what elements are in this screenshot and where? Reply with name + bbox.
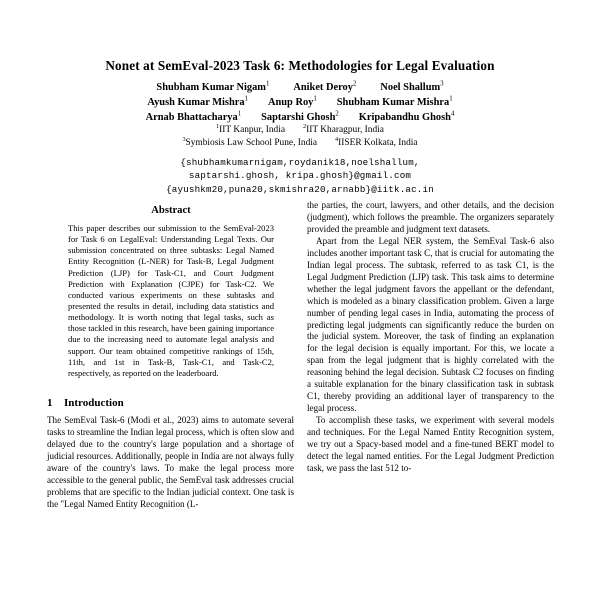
author xyxy=(268,95,317,110)
author xyxy=(380,80,443,95)
email-block xyxy=(46,156,554,196)
right-column xyxy=(307,200,554,475)
author-affiliation-marker: 1 xyxy=(265,80,270,88)
author-row xyxy=(46,110,554,125)
paragraph: Apart from the Legal NER system, the SemEval Task-6 also includes another important task C, that is crucial for automating the Indian legal process. The subtask, referred to as task C1, is the Legal Judgment Prediction (LJP) task. This task aims to determine whether the legal judgment favors the appellant or the defendant, which is modeled as a binary classification problem. Given a large number of pending legal cases in India, automating the process of predicting legal judgments can significantly reduce the burden on the judicial system. Moreover, the task of finding an explanation for the legal decision is equally important. For this, we locate a span from the legal judgment that is highly correlated with the reasoning behind the legal decision. Subtask C2 focuses on finding a suitable explanation for the binary classification task in subtask C1, thereby providing an additional layer of transparency to the legal process. xyxy=(307,235,554,414)
paragraph: To accomplish these tasks, we experiment with several models and techniques. For the Legal Named Entity Recognition system, we try out a Spacy-based model and a fine-tuned BERT model to detect the legal named entities. For the Legal Judgment Prediction task, we pass the last 512 to- xyxy=(307,415,554,473)
author-name: Anup Roy xyxy=(268,97,314,109)
author-affiliation-marker: 2 xyxy=(335,110,339,118)
author-affiliation-marker: 1 xyxy=(244,95,248,103)
author-affiliation-marker: 4 xyxy=(450,110,455,118)
author-affiliation-marker: 3 xyxy=(440,80,444,88)
author-name: Kripabandhu Ghosh xyxy=(358,112,451,124)
left-column xyxy=(47,200,294,511)
author-name: Ayush Kumar Mishra xyxy=(147,97,245,109)
author-row xyxy=(46,95,554,110)
email-line: {ayushkm20,puna20,skmishra20,arnabb}@iitk.ac.in xyxy=(166,183,434,195)
affiliation-text: Symbiosis Law School Pune, India xyxy=(185,138,318,149)
affiliation-marker: 4 xyxy=(335,136,339,144)
author xyxy=(147,95,248,110)
abstract-block xyxy=(68,205,274,379)
affiliation-marker: 2 xyxy=(303,122,307,130)
author-affiliation-marker: 1 xyxy=(313,95,317,103)
author xyxy=(261,110,339,125)
author xyxy=(146,110,242,125)
email-line: {shubhamkumarnigam,roydanik18,noelshallum, xyxy=(180,157,420,168)
author-affiliation-marker: 1 xyxy=(449,95,453,103)
affiliation-marker: 1 xyxy=(216,122,220,130)
paragraph: the parties, the court, lawyers, and other details, and the decision (judgment), which follows the preamble. The organizers separately provided the preamble and judgment text datasets. xyxy=(307,200,554,234)
author-name: Noel Shallum xyxy=(380,82,441,93)
section-title: Introduction xyxy=(64,396,124,409)
author-name: Shubham Kumar Mishra xyxy=(336,97,450,109)
section-heading-introduction xyxy=(47,397,294,409)
author-name: Arnab Bhattacharya xyxy=(145,112,238,124)
affiliation-text: IISER Kolkata, India xyxy=(338,138,418,149)
abstract-heading: Abstract xyxy=(151,205,191,216)
author xyxy=(337,95,453,110)
abstract-paragraph: This paper describes our submission to the SemEval-2023 for Task 6 on LegalEval: Understanding Legal Texts. Our submission concentrated on three subtasks: Legal Named Entity Recognition (L-NER) for Task-B, Legal Judgment Prediction (LJP) for Task-C1, and Court Judgment Prediction with Explanation (CJPE) for Task-C2. We conducted various experiments on these subtasks and presented the results in detail, including data statistics and methodology. It is worth noting that legal tasks, such as those tackled in this research, have been gaining importance due to the increasing need to automate legal analysis and support. Our team obtained competitive rankings of 15th, 11th, and 1st in Task-B, Task-C1, and Task-C2, respectively, as reported on the leaderboard. xyxy=(68,223,274,378)
affiliation-list xyxy=(46,124,554,151)
affiliation-text: IIT Kanpur, India xyxy=(219,125,286,135)
author-name: Aniket Deroy xyxy=(293,82,353,93)
author-affiliation-marker: 1 xyxy=(237,110,242,118)
affiliation-row xyxy=(46,124,554,137)
page-title: Nonet at SemEval-2023 Task 6: Methodologies for Legal Evaluation xyxy=(105,58,495,73)
paragraph: The SemEval Task-6 (Modi et al., 2023) aims to automate several tasks to streamline the Indian legal process, which is often slow and delayed due to the country's large population and a shortage of judicial resources. Additionally, people in India are not always fully aware of the country's laws. To make the legal process more accessible to the general public, the SemEval task addresses crucial problems that are specific to the Indian judicial context. One task is the "Legal Named Entity Recognition (L- xyxy=(47,414,294,509)
affiliation-row xyxy=(46,137,554,150)
author xyxy=(359,110,455,125)
author-name: Shubham Kumar Nigam xyxy=(156,82,266,93)
author xyxy=(293,80,356,95)
affiliation-text: IIT Kharagpur, India xyxy=(306,125,384,135)
affiliation-marker: 3 xyxy=(182,136,186,144)
section-number: 1 xyxy=(47,396,53,409)
email-line: saptarshi.ghosh, kripa.ghosh}@gmail.com xyxy=(188,170,412,182)
author xyxy=(156,80,269,95)
abstract-text xyxy=(68,223,274,379)
author-name: Saptarshi Ghosh xyxy=(261,112,336,124)
author-list xyxy=(46,80,554,125)
author-row xyxy=(46,80,554,95)
author-affiliation-marker: 2 xyxy=(352,80,357,88)
